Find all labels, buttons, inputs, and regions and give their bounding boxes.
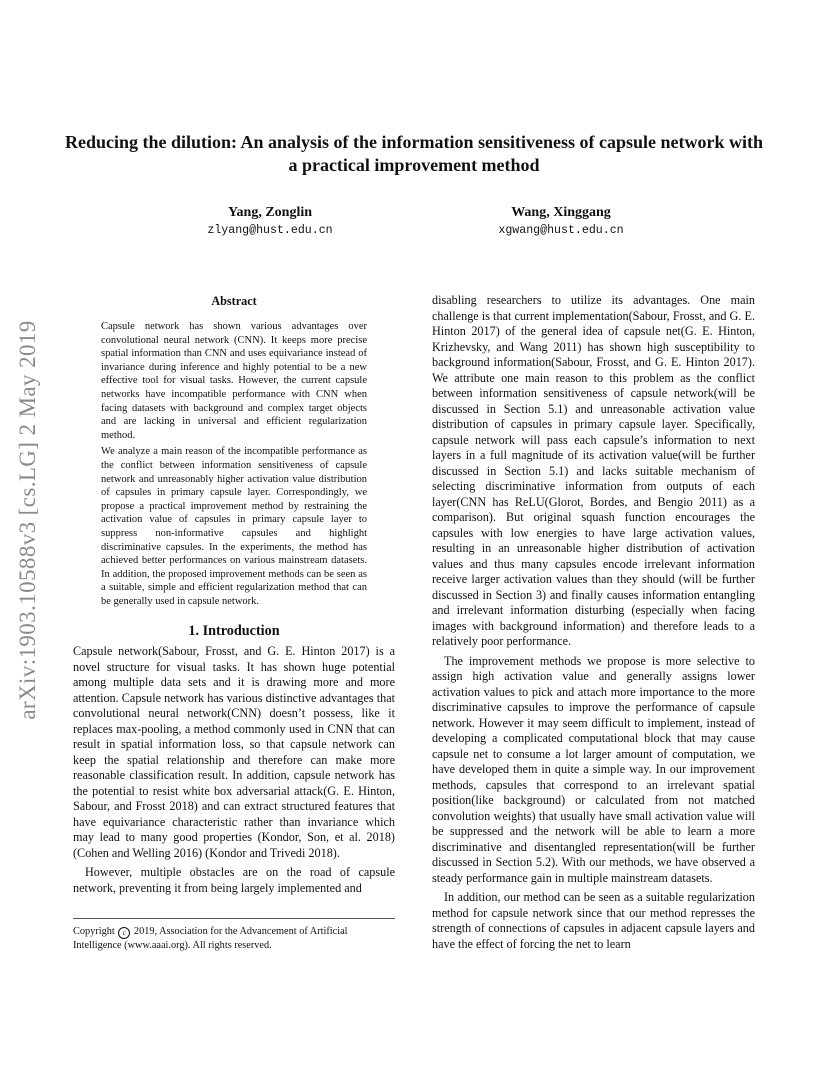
author-email[interactable]: xgwang@hust.edu.cn: [498, 224, 624, 237]
author-email[interactable]: zlyang@hust.edu.cn: [207, 224, 333, 237]
arxiv-watermark: [7, 310, 49, 730]
copyright-text: [73, 925, 395, 952]
author-block-2: [441, 204, 681, 238]
introduction-body: [73, 644, 395, 896]
paper-title: Reducing the dilution: An analysis of the information sensitiveness of capsule network with a practical improvement method: [64, 132, 764, 175]
arxiv-id: arXiv:1903.10588v3 [cs.LG] 2 May 2019: [15, 320, 40, 720]
right-column: [432, 293, 755, 952]
section-heading-introduction: 1. Introduction: [188, 623, 280, 640]
body-paragraph: Capsule network(Sabour, Frosst, and G. E. Hinton 2017) is a novel structure for visual tasks. It has shown huge potential among multiple data sets and it is drawing more and more attention. Capsule network has various distinctive advantages that convolutional neural network(CNN) doesn’t possess, like it replaces max-pooling, a method commonly used in CNN that can result in spatial information loss, so that capsule network can keep the spatial relationship and therefore can make more reasonable classification result. In addition, capsule network has the potential to resist white box adversarial attack(G. E. Hinton, Sabour, and Frosst 2018) and can extract structured features that have equivariance characteristic rather than invariance which may lead to many good properties (Kondor, Son, et al. 2018) (Cohen and Welling 2016) (Kondor and Trivedi 2018).: [73, 644, 395, 860]
left-column: [73, 293, 395, 896]
copyright-footnote: [73, 918, 395, 952]
author-name: Yang, Zonglin: [227, 205, 313, 220]
body-paragraph: The improvement methods we propose is more selective to assign high activation value and generally assigns lower activation values to pick and attach more importance to the more discriminative capsules to improve the performance of capsule network. However it may seem difficult to implement, instead of developing a complicated computational block that may cause capsule net to consume a lot larger amount of computation, we have developed them in quite a simple way. In our improvement methods, capsules that correspond to an irrelevant spatial position(like background) or calculated from not matched convolution weights) that usually have small activation value will be suppressed and the network will be able to learn a more discriminative and disentangled representation(will be further discussed in Section 5.2). With our methods, we have observed a steady performance gain in multiple mainstream datasets.: [432, 653, 755, 885]
copyright-statement: 2019, Association for the Advancement of Artificial Intelligence (www.aaai.org). All rights reserved.: [73, 926, 348, 951]
body-paragraph: disabling researchers to utilize its advantages. One main challenge is that current implementation(Sabour, Frosst, and G. E. Hinton 2017) of the general idea of capsule net(G. E. Hinton, Krizhevsky, and Wang 2011) has shown high susceptibility to background information(Sabour, Frosst, and G. E. Hinton 2017). We attribute one main reason to this problem as the conflict between information sensitiveness of capsule network(will be discussed in Section 5.1) and unreasonable activation value distribution of capsules in primary capsule layer. Specifically, capsule network will pass each capsule’s information to next layers in a full magnitude of its activation value(will be further discussed in Section 5.1) and lacks suitable mechanism of selecting discriminative information from outputs of each layer(CNN has ReLU(Glorot, Bordes, and Bengio 2011) as a comparison). But original squash function encourages the capsules with low energies to have large activation values, resulting in an unreasonable higher distribution of activation values and thus many capsules encode irrelevant information receive larger activation values than they should (will be further discussed in Section 3) and finally causes information entangling and irrelevant information disturbing (especially when facing images with background information) and therefore leads to a relatively poor performance.: [432, 293, 755, 648]
body-paragraph: However, multiple obstacles are on the road of capsule network, preventing it from being largely implemented and: [73, 865, 395, 895]
abstract-heading: Abstract: [211, 294, 257, 308]
footnote-rule: [73, 918, 395, 919]
author-block-1: [150, 204, 390, 238]
abstract-paragraph: Capsule network has shown various advantages over convolutional neural network (CNN). It keeps more precise spatial information than CNN and uses equivariance instead of invariance during inference and highly potential to be a new effective tool for visual tasks. However, the current capsule networks have incompatible performance with CNN when facing datasets with background and complex target objects and are lacking in universal and efficient regularization method.: [101, 321, 367, 441]
abstract-paragraph: We analyze a main reason of the incompatible performance as the conflict between information sensitiveness of capsule network and unreasonably higher activation value distribution of capsules in primary capsule layer. Correspondingly, we propose a practical improvement method by restraining the activation value of capsules in primary capsule layer to suppress non-informative capsules and highlight discriminative capsules. In the experiments, the method has achieved better performances on various mainstream datasets. In addition, the proposed improvement methods can be seen as a suitable, simple and efficient regularization method that can be generally used in capsule network.: [101, 446, 367, 607]
abstract-section: [73, 293, 395, 608]
author-name: Wang, Xinggang: [511, 205, 611, 220]
copyright-label: Copyright: [73, 926, 115, 937]
copyright-symbol: c: [118, 927, 130, 939]
body-paragraph: In addition, our method can be seen as a suitable regularization method for capsule network since that our method represses the strength of connections of capsules in adjacent capsule layers and have the effect of forcing the net to learn: [432, 890, 755, 951]
